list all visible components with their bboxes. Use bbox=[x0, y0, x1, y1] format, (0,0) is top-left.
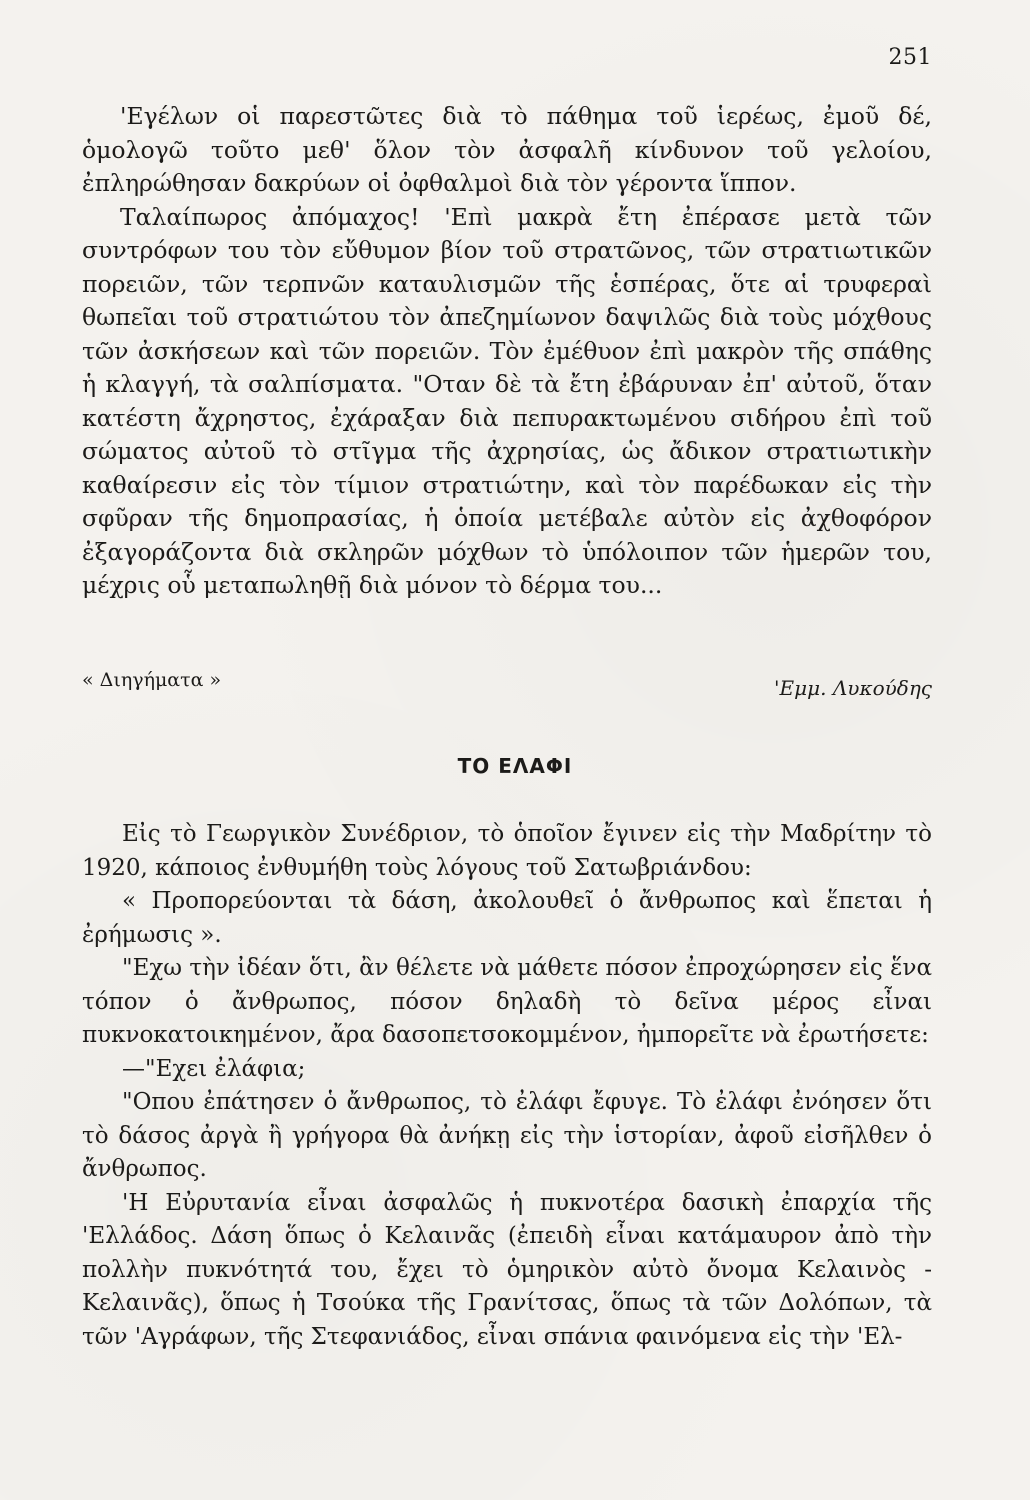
paragraph: "Εχω τὴν ἰδέαν ὅτι, ἂν θέλετε νὰ μάθετε πόσον ἐπροχώρησεν εἰς ἕνα τόπον ὁ ἄνθρωπος, πόσον δηλαδὴ τὸ δεῖνα μέρος εἶναι πυκνοκατοικημένον, ἄρα δασοπετσοκομμένον, ἠμπορεῖτε νὰ ἐρωτήσετε: bbox=[82, 955, 932, 1048]
section-title: ΤΟ ΕΛΑΦΙ bbox=[457, 754, 573, 778]
author-name: 'Εμμ. Λυκούδης bbox=[774, 676, 932, 700]
source-title: « Διηγήματα » bbox=[82, 669, 222, 691]
paragraph: "Οπου ἐπάτησεν ὁ ἄνθρωπος, τὸ ἐλάφι ἔφυγε. Τὸ ἐλάφι ἐνόησεν ὅτι τὸ δάσος ἀργὰ ἢ γρήγορα θὰ ἀνήκῃ εἰς τὴν ἱστορίαν, ἀφοῦ εἰσῆλθεν ὁ ἄνθρωπος. bbox=[82, 1089, 932, 1182]
paragraph: Ταλαίπωρος ἀπόμαχος! 'Επὶ μακρὰ ἔτη ἐπέρασε μετὰ τῶν συντρόφων του τὸν εὔθυμον βίον τοῦ στρατῶνος, τῶν στρατιωτικῶν πορειῶν, τῶν τερπνῶν καταυλισμῶν τῆς ἑσπέρας, ὅτε αἱ τρυφεραὶ θωπεῖαι τοῦ στρατιώτου τὸν ἀπεζημίωνον δαψιλῶς διὰ τοὺς μόχθους τῶν ἀσκήσεων καὶ τῶν πορειῶν. Τὸν ἐμέθυον ἐπὶ μακρὸν τῆς σπάθης ἡ κλαγγή, τὰ σαλπίσματα. "Οταν δὲ τὰ ἔτη ἐβάρυναν ἐπ' αὐτοῦ, ὅταν κατέστη ἄχρηστος, ἐχάραξαν διὰ πεπυρακτωμένου σιδήρου ἐπὶ τοῦ σώματος αὐτοῦ τὸ στῖγμα τῆς ἀχρησίας, ὡς ἄδικον στρατιωτικὴν καθαίρεσιν εἰς τὸν τίμιον στρατιώτην, καὶ τὸν παρέδωκαν εἰς τὴν σφῦραν τῆς δημοπρασίας, ἡ ὁποία μετέβαλε αὐτὸν εἰς ἀχθοφόρον ἐξαγοράζοντα διὰ σκληρῶν μόχθων τὸ ὑπόλοιπον τῶν ἡμερῶν του, μέχρις οὗ μεταπωληθῇ διὰ μόνον τὸ δέρμα του... bbox=[82, 202, 932, 599]
paragraph: Εἰς τὸ Γεωργικὸν Συνέδριον, τὸ ὁποῖον ἔγινεν εἰς τὴν Μαδρίτην τὸ 1920, κάποιος ἐνθυμήθη τοὺς λόγους τοῦ Σατωβριάνδου: bbox=[82, 821, 932, 881]
attribution-row bbox=[82, 663, 932, 698]
quote-paragraph: « Προπορεύονται τὰ δάση, ἀκολουθεῖ ὁ ἄνθρωπος καὶ ἕπεται ἡ ἐρήμωσις ». bbox=[82, 888, 932, 948]
dialogue-line: —"Εχει ἐλάφια; bbox=[122, 1055, 306, 1082]
story-excerpt bbox=[82, 100, 932, 603]
essay-excerpt bbox=[82, 818, 932, 1354]
page-number: 251 bbox=[888, 45, 932, 70]
paragraph: 'Εγέλων οἱ παρεστῶτες διὰ τὸ πάθημα τοῦ ἱερέως, ἐμοῦ δέ, ὁμολογῶ τοῦτο μεθ' ὅλον τὸν ἀσφαλῆ κίνδυνον τοῦ γελοίου, ἐπληρώθησαν δακρύων οἱ ὀφθαλμοὶ διὰ τὸν γέροντα ἵππον. bbox=[82, 102, 932, 197]
paragraph: 'Η Εὐρυτανία εἶναι ἀσφαλῶς ἡ πυκνοτέρα δασικὴ ἐπαρχία τῆς 'Ελλάδος. Δάση ὅπως ὁ Κελαινᾶς (ἐπειδὴ εἶναι κατάμαυρον ἀπὸ τὴν πολλὴν πυκνότητά του, ἔχει τὸ ὁμηρικὸν αὐτὸ ὄνομα Κελαινὸς - Κελαινᾶς), ὅπως ἡ Τσούκα τῆς Γρανίτσας, ὅπως τὰ τῶν Δολόπων, τὰ τῶν 'Αγράφων, τῆς Στεφανιάδος, εἶναι σπάνια φαινόμενα εἰς τὴν 'Ελ- bbox=[82, 1189, 932, 1350]
